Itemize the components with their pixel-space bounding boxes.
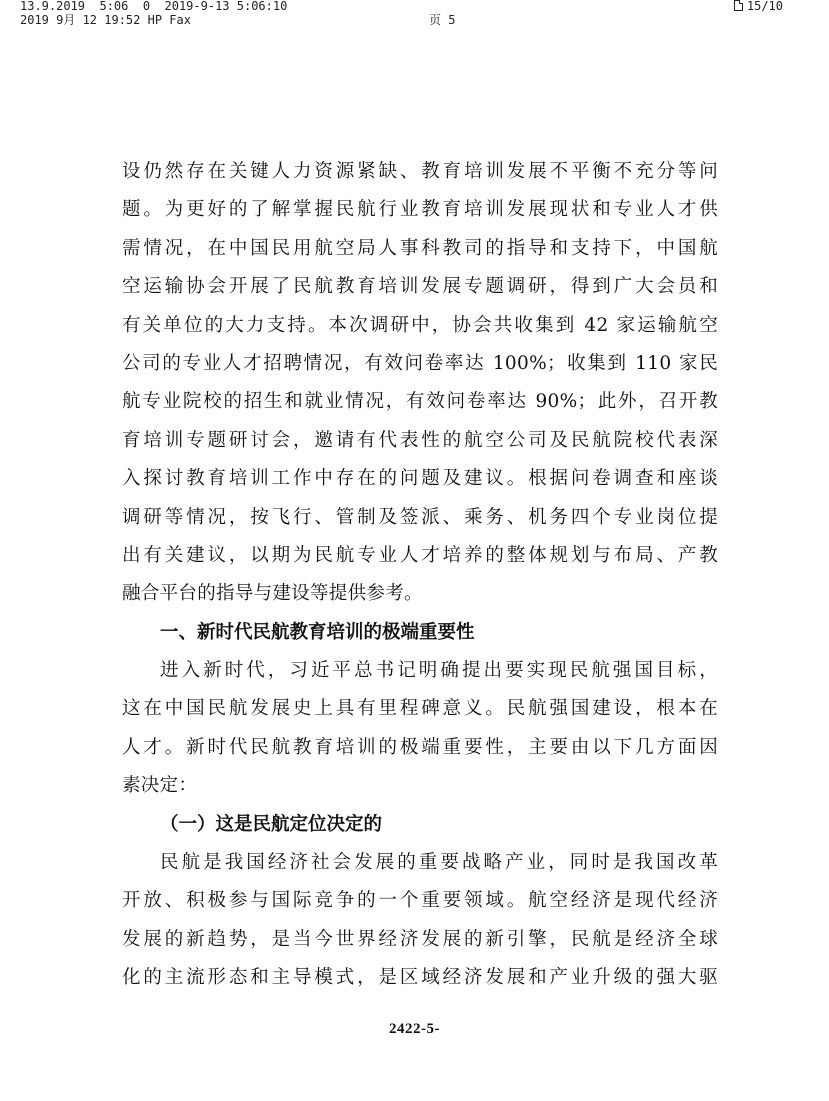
text-line: 空运输协会开展了民航教育培训发展专题调研，得到广大会员和 — [122, 276, 718, 298]
text-line: 融合平台的指导与建设等提供参考。 — [122, 583, 423, 605]
text-line: 题。为更好的了解掌握民航行业教育培训发展现状和专业人才供 — [122, 199, 718, 221]
fax-page-counter-text: 15/10 — [746, 0, 783, 13]
text-line: 开放、积极参与国际竞争的一个重要领域。航空经济是现代经济 — [122, 890, 718, 912]
text-line: 民航是我国经济社会发展的重要战略产业，同时是我国改革 — [160, 852, 718, 874]
fax-page-label: 页 5 — [429, 13, 456, 27]
page-number: 2422-5- — [389, 1021, 440, 1037]
section-heading: 一、新时代民航教育培训的极端重要性 — [160, 621, 475, 643]
text-line: 发展的新趋势，是当今世界经济发展的新引擎，民航是经济全球 — [122, 928, 718, 950]
text-line: 需情况，在中国民用航空局人事科教司的指导和支持下，中国航 — [122, 237, 718, 259]
text-line: 调研等情况，按飞行、管制及签派、乘务、机务四个专业岗位提 — [122, 506, 718, 528]
text-line: 有关单位的大力支持。本次调研中，协会共收集到 42 家运输航空 — [122, 314, 718, 336]
text-line: 入探讨教育培训工作中存在的问题及建议。根据问卷调查和座谈 — [122, 468, 718, 490]
text-line: 出有关建议，以期为民航专业人才培养的整体规划与布局、产教 — [122, 544, 718, 566]
fax-page-counter — [734, 0, 783, 13]
text-line: 这在中国民航发展史上具有里程碑意义。民航强国建设，根本在 — [122, 698, 718, 720]
document-body — [122, 153, 718, 998]
text-line: 素决定： — [122, 775, 198, 797]
text-line: 育培训专题研讨会，邀请有代表性的航空公司及民航院校代表深 — [122, 429, 718, 451]
text-line: 人才。新时代民航教育培训的极端重要性，主要由以下几方面因 — [122, 736, 718, 758]
page-icon — [734, 0, 743, 11]
paragraph-2 — [122, 652, 718, 806]
paragraph-1 — [122, 153, 718, 614]
text-line: 设仍然存在关键人力资源紧缺、教育培训发展不平衡不充分等问 — [122, 161, 718, 182]
text-line: 进入新时代，习近平总书记明确提出要实现民航强国目标， — [160, 660, 718, 682]
text-line: 公司的专业人才招聘情况，有效问卷率达 100%；收集到 110 家民 — [122, 352, 718, 374]
fax-sender-line: 2019 9月 12 19:52 HP Fax — [20, 13, 191, 27]
paragraph-3 — [122, 844, 718, 998]
text-line: 航专业院校的招生和就业情况，有效问卷率达 90%；此外，召开教 — [122, 391, 718, 413]
subsection-heading: （一）这是民航定位决定的 — [160, 813, 383, 835]
text-line: 化的主流形态和主导模式，是区域经济发展和产业升级的强大驱 — [122, 967, 718, 989]
fax-timestamp-line: 13.9.2019 5:06 0 2019-9-13 5:06:10 — [20, 0, 288, 13]
